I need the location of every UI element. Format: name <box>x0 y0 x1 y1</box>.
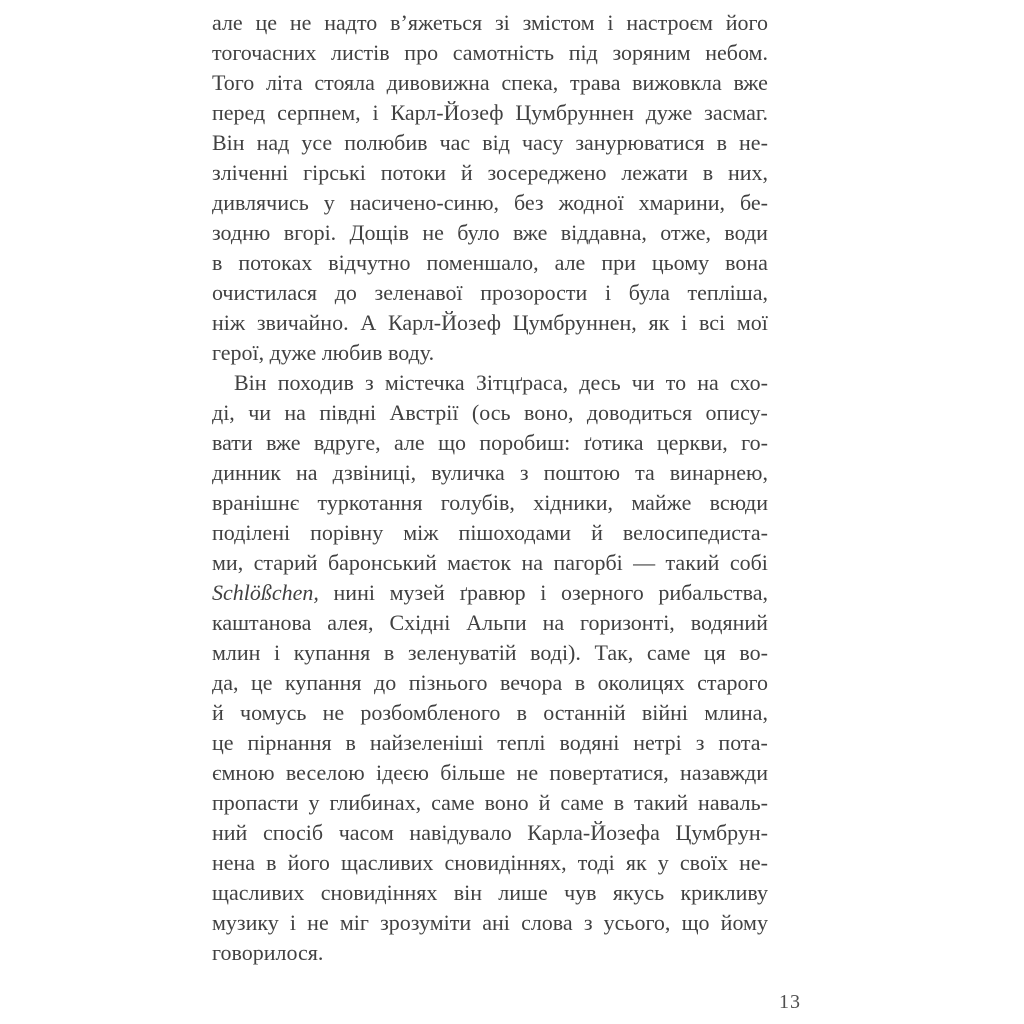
word: на <box>542 610 565 635</box>
page-number: 13 <box>779 991 801 1013</box>
word: й <box>212 700 224 725</box>
word: походив <box>277 370 354 395</box>
word: Східні <box>389 610 451 635</box>
word: млина, <box>704 700 768 725</box>
word: і <box>289 910 297 935</box>
word: Він <box>234 370 267 395</box>
word: голубів, <box>440 490 515 515</box>
word: рибальства, <box>658 580 768 605</box>
word: вгорі. <box>283 220 337 245</box>
word: чи <box>631 370 655 395</box>
word: відчутно <box>328 250 411 275</box>
word: в <box>716 130 727 155</box>
word: вижовкла <box>632 70 722 95</box>
text-line <box>212 638 768 668</box>
word: і <box>604 280 612 305</box>
word: Карла-Йозефа <box>527 820 660 845</box>
word: маєток <box>447 550 512 575</box>
word: сновидіннях, <box>444 850 567 875</box>
word: десь <box>579 370 621 395</box>
word: на <box>521 550 544 575</box>
word: без <box>513 190 544 215</box>
word: Карл-Йозеф <box>390 100 504 125</box>
word: міг <box>339 910 369 935</box>
word: отже, <box>660 220 712 245</box>
word: алея, <box>327 610 374 635</box>
word: Цумбруннен <box>515 100 634 125</box>
word: купання <box>284 670 362 695</box>
word: і <box>540 580 547 605</box>
word: сновидіннях <box>320 880 438 905</box>
word: озерного <box>560 580 644 605</box>
word: ніж <box>212 310 246 335</box>
word: усього, <box>603 910 671 935</box>
word: ємною <box>212 760 275 785</box>
word: часу <box>521 130 564 155</box>
word: дуже <box>645 100 693 125</box>
word: гірські <box>303 160 366 185</box>
word: зодню <box>212 220 271 245</box>
word: містечка <box>384 370 465 395</box>
word: та <box>635 460 655 485</box>
word: вже <box>266 430 301 455</box>
word: але <box>394 430 425 455</box>
word: в <box>516 700 527 725</box>
word: хмарини, <box>638 190 726 215</box>
word: не <box>307 910 329 935</box>
word: у <box>323 190 335 215</box>
word: пішоходами <box>458 520 572 545</box>
word: майже <box>631 490 692 515</box>
word: динник <box>212 460 281 485</box>
word: засмаг. <box>704 100 768 125</box>
word: воно <box>484 790 529 815</box>
word: занурюватися <box>575 130 705 155</box>
word: і <box>681 310 688 335</box>
text-line <box>212 938 768 968</box>
word: пропасти <box>212 790 299 815</box>
word: ний <box>212 820 248 845</box>
text-line <box>212 878 768 908</box>
word: але <box>554 250 586 275</box>
word: час <box>439 130 471 155</box>
word: очистилася <box>212 280 318 305</box>
word: Карл-Йозеф <box>387 310 501 335</box>
word: воді). <box>530 640 581 665</box>
text-line <box>212 68 768 98</box>
word: саме <box>560 790 604 815</box>
word: з <box>519 460 529 485</box>
word: Альпи <box>466 610 527 635</box>
word: спека, <box>501 70 559 95</box>
word: Schlößchen, <box>212 580 319 605</box>
word: ідеєю <box>375 760 429 785</box>
text-line <box>212 38 768 68</box>
word: Зітцґраса, <box>475 370 569 395</box>
text-line <box>212 248 768 278</box>
word: такий <box>665 550 720 575</box>
word: при <box>601 250 636 275</box>
word: велосипедиста- <box>622 520 768 545</box>
word: пізнього <box>408 670 488 695</box>
word: ця <box>703 640 726 665</box>
word: ді, <box>212 400 235 425</box>
word: горизонті, <box>580 610 675 635</box>
word: зі <box>494 10 510 35</box>
word: вати <box>212 430 253 455</box>
word: війні <box>641 700 689 725</box>
text-line <box>212 428 768 458</box>
word: в’яжеться <box>390 10 483 35</box>
word: не <box>289 10 312 35</box>
word: пагорбі <box>553 550 623 575</box>
word: це <box>255 10 278 35</box>
word: ґотика <box>583 430 644 455</box>
word: своїх <box>679 850 728 875</box>
word: порівну <box>310 520 384 545</box>
word: назавжди <box>680 760 768 785</box>
word: да, <box>212 670 239 695</box>
word: звичайно. <box>256 310 349 335</box>
word: поштою <box>543 460 621 485</box>
word: і <box>274 640 281 665</box>
word: як <box>648 310 670 335</box>
word: мої <box>736 310 768 335</box>
word: тогочасних <box>212 40 317 65</box>
word: в <box>266 850 277 875</box>
page-text <box>212 8 768 968</box>
word: в <box>212 250 223 275</box>
word: лежати <box>621 160 688 185</box>
word: крикливу <box>680 880 768 905</box>
word: Австрії <box>389 400 459 425</box>
text-line <box>212 8 768 38</box>
word: у <box>308 790 320 815</box>
word: й <box>460 160 473 185</box>
word: зоряним <box>612 40 691 65</box>
word: була <box>628 280 670 305</box>
text-line <box>212 128 768 158</box>
word: настроєм <box>626 10 713 35</box>
word: навідувало <box>409 820 512 845</box>
word: любив <box>321 340 383 365</box>
word: Він <box>212 130 245 155</box>
word: нетрі <box>633 730 682 755</box>
text-line <box>212 908 768 938</box>
word: (ось <box>471 400 511 425</box>
word: не- <box>739 130 768 155</box>
text-line <box>212 368 768 398</box>
word: до <box>334 280 357 305</box>
word: як <box>625 850 647 875</box>
word: спосіб <box>262 820 324 845</box>
word: від <box>482 130 510 155</box>
text-line <box>212 518 768 548</box>
word: це <box>212 730 234 755</box>
text-line <box>212 608 768 638</box>
word: Того <box>212 70 255 95</box>
word: в <box>345 730 356 755</box>
word: зеленуватій <box>407 640 517 665</box>
word: лише <box>498 880 548 905</box>
word: не <box>516 760 539 785</box>
word: його <box>725 10 768 35</box>
word: водяний <box>690 610 768 635</box>
text-line <box>212 578 768 608</box>
text-line <box>212 458 768 488</box>
word: про <box>404 40 439 65</box>
word: щасливих <box>212 880 305 905</box>
word: якусь <box>612 880 665 905</box>
word: вечора <box>500 670 563 695</box>
word: щасливих <box>341 850 434 875</box>
word: прозорости <box>480 280 588 305</box>
word: А <box>360 310 377 335</box>
word: туркотання <box>317 490 423 515</box>
word: дзвіниці, <box>332 460 417 485</box>
word: ані <box>482 910 510 935</box>
text-line <box>212 398 768 428</box>
word: глибинах, <box>329 790 422 815</box>
text-line <box>212 188 768 218</box>
word: дуже <box>269 340 317 365</box>
word: ми, <box>212 550 244 575</box>
word: музику <box>212 910 279 935</box>
word: теплі <box>497 730 546 755</box>
word: зрозуміти <box>380 910 472 935</box>
word: бе- <box>740 190 768 215</box>
word: наваль- <box>698 790 768 815</box>
word: повертатися, <box>549 760 669 785</box>
text-line <box>212 488 768 518</box>
word: в <box>383 640 395 665</box>
word: віддавна, <box>560 220 647 245</box>
word: часом <box>338 820 394 845</box>
word: з <box>364 370 374 395</box>
word: вже <box>733 70 768 95</box>
word: небом. <box>705 40 768 65</box>
text-line <box>212 548 768 578</box>
word: — <box>633 550 656 575</box>
word: з <box>583 910 593 935</box>
word: герої, <box>212 340 265 365</box>
word: Цумбрун- <box>675 820 768 845</box>
word: дивовижна <box>386 70 490 95</box>
word: Так, <box>594 640 634 665</box>
word: тоді <box>577 850 615 875</box>
word: вуличка <box>431 460 505 485</box>
word: околицях <box>597 670 685 695</box>
word: не <box>322 700 345 725</box>
word: перед <box>212 100 266 125</box>
word: чи <box>248 400 272 425</box>
word: баронський <box>327 550 437 575</box>
text-line <box>212 308 768 338</box>
word: воно, <box>523 400 574 425</box>
word: чув <box>564 880 597 905</box>
word: вдруге, <box>313 430 381 455</box>
text-line <box>212 338 768 368</box>
word: усе <box>301 130 333 155</box>
word: всюди <box>709 490 768 515</box>
word: хідники, <box>533 490 614 515</box>
word: такий <box>634 790 689 815</box>
word: во- <box>739 640 768 665</box>
word: змістом <box>522 10 595 35</box>
word: до <box>374 670 397 695</box>
text-line <box>212 278 768 308</box>
word: найзеленіші <box>369 730 484 755</box>
word: цьому <box>651 250 710 275</box>
word: більше <box>440 760 506 785</box>
word: води <box>724 220 768 245</box>
word: тепліша, <box>687 280 768 305</box>
word: не- <box>739 850 768 875</box>
word: було <box>457 220 500 245</box>
word: в <box>702 160 714 185</box>
word: то <box>665 370 687 395</box>
word: але <box>212 10 243 35</box>
word: потоки <box>380 160 446 185</box>
text-line <box>212 788 768 818</box>
word: трава <box>569 70 621 95</box>
word: серпнем, <box>277 100 361 125</box>
word: що <box>681 910 710 935</box>
word: них, <box>727 160 768 185</box>
word: самотність <box>452 40 555 65</box>
text-line <box>212 218 768 248</box>
word: говорилося. <box>212 940 324 965</box>
word: опису- <box>705 400 768 425</box>
word: вона <box>725 250 768 275</box>
word: купання <box>293 640 371 665</box>
word: схо- <box>729 370 768 395</box>
word: на <box>296 460 318 485</box>
word: зеленавої <box>374 280 463 305</box>
word: Дощів <box>349 220 409 245</box>
word: го- <box>741 430 768 455</box>
word: всі <box>698 310 726 335</box>
word: й <box>591 520 603 545</box>
text-line <box>212 758 768 788</box>
word: це <box>250 670 273 695</box>
word: насичено-синю, <box>349 190 500 215</box>
word: водяні <box>559 730 620 755</box>
word: розбомбленого <box>360 700 501 725</box>
word: він <box>453 880 482 905</box>
word: доводиться <box>586 400 693 425</box>
word: надто <box>324 10 378 35</box>
word: поділені <box>212 520 291 545</box>
word: нині <box>333 580 375 605</box>
word: жодної <box>558 190 624 215</box>
word: у <box>657 850 669 875</box>
word: з <box>695 730 705 755</box>
word: пота- <box>718 730 768 755</box>
word: останній <box>543 700 626 725</box>
word: дивлячись <box>212 190 309 215</box>
word: слова <box>521 910 573 935</box>
word: півдні <box>319 400 377 425</box>
word: Цумбруннен, <box>512 310 637 335</box>
word: поробиш: <box>479 430 571 455</box>
text-line <box>212 728 768 758</box>
text-line <box>212 848 768 878</box>
word: старий <box>253 550 318 575</box>
text-line <box>212 158 768 188</box>
word: над <box>256 130 290 155</box>
word: зліченні <box>212 160 289 185</box>
word: потоках <box>238 250 313 275</box>
word: саме <box>646 640 691 665</box>
word: під <box>568 40 598 65</box>
word: на <box>284 400 306 425</box>
word: йому <box>720 910 768 935</box>
text-line <box>212 668 768 698</box>
word: в <box>574 670 586 695</box>
word: його <box>287 850 330 875</box>
word: нена <box>212 850 256 875</box>
word: листів <box>331 40 390 65</box>
word: й <box>538 790 551 815</box>
word: в <box>613 790 625 815</box>
word: що <box>438 430 467 455</box>
word: літа <box>265 70 303 95</box>
word: саме <box>431 790 475 815</box>
word: музей <box>389 580 445 605</box>
word: не <box>422 220 444 245</box>
word: і <box>372 100 379 125</box>
word: полюбив <box>344 130 428 155</box>
word: і <box>607 10 614 35</box>
word: собі <box>729 550 768 575</box>
text-line <box>212 698 768 728</box>
text-line <box>212 98 768 128</box>
word: млин <box>212 640 261 665</box>
word: каштанова <box>212 610 312 635</box>
word: винарнею, <box>669 460 768 485</box>
word: веселою <box>285 760 365 785</box>
word: поменшало, <box>426 250 539 275</box>
word: воду. <box>387 340 435 365</box>
word: стояла <box>314 70 375 95</box>
word: пірнання <box>247 730 332 755</box>
word: старого <box>697 670 768 695</box>
word: між <box>403 520 439 545</box>
word: зосереджено <box>487 160 607 185</box>
word: вранішнє <box>212 490 300 515</box>
word: ґравюр <box>459 580 526 605</box>
word: церкви, <box>656 430 728 455</box>
word: на <box>697 370 719 395</box>
text-line <box>212 818 768 848</box>
word: чомусь <box>240 700 307 725</box>
word: вже <box>513 220 548 245</box>
